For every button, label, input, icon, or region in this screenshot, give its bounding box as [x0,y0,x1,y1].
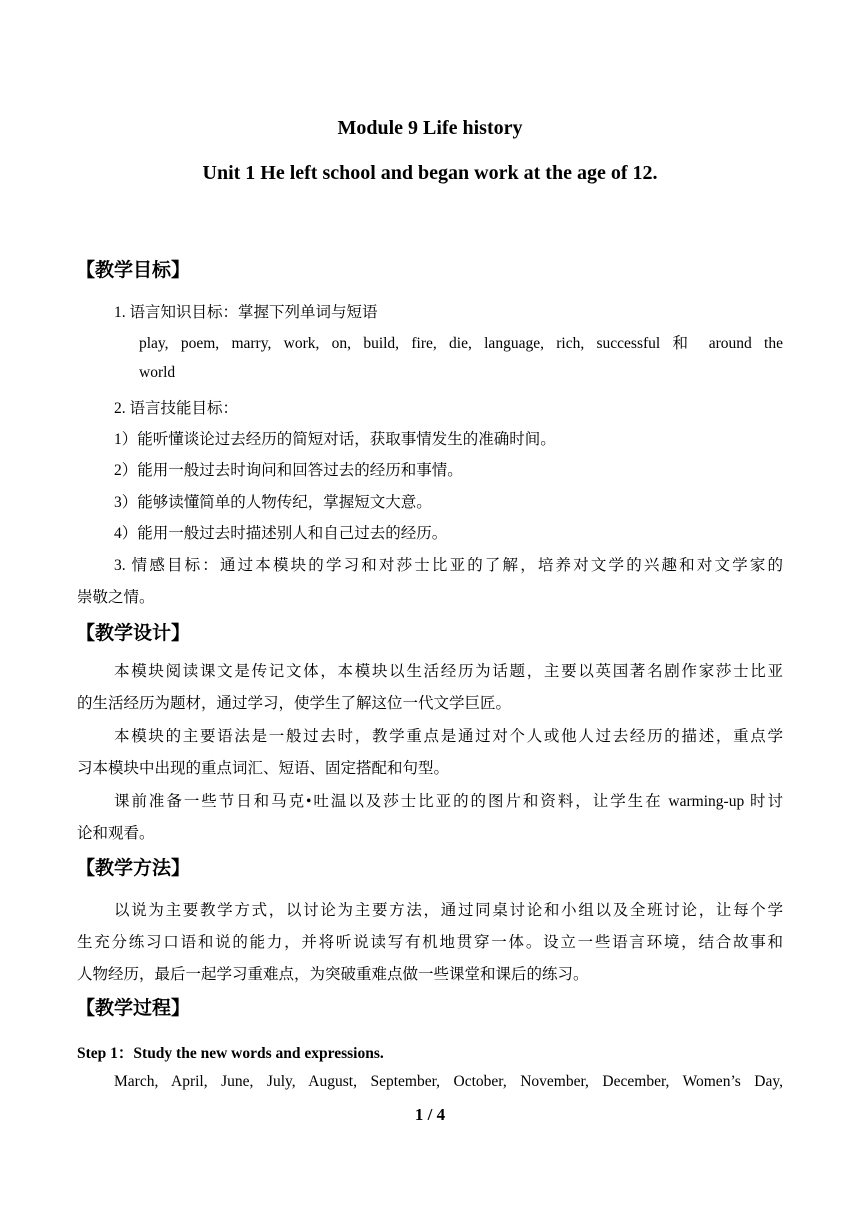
methods-p1-line-1: 以说为主要教学方式，以讨论为主要方法，通过同桌讨论和小组以及全班讨论，让每个学 [114,902,783,919]
skill-sub-1: 1）能听懂谈论过去经历的简短对话，获取事情发生的准确时间。 [114,431,556,448]
objective-item-3-line-2: 崇敬之情。 [77,589,155,606]
methods-heading: 【教学方法】 [76,857,191,879]
skill-sub-3: 3）能够读懂简单的人物传纪，掌握短文大意。 [114,494,432,511]
step-1-title: Step 1：Study the new words and expressions. [77,1045,384,1062]
process-heading: 【教学过程】 [76,997,191,1019]
design-p2-line-2: 习本模块中出现的重点词汇、短语、固定搭配和句型。 [77,760,450,777]
objective-item-3-line-1: 3. 情感目标：通过本模块的学习和对莎士比亚的了解，培养对文学的兴趣和对文学家的 [114,557,783,574]
unit-title: Unit 1 He left school and began work at the age of 12. [202,162,658,184]
methods-p1-line-2: 生充分练习口语和说的能力，并将听说读写有机地贯穿一体。设立一些语言环境，结合故事和 [77,934,783,951]
objective-item-1: 1. 语言知识目标：掌握下列单词与短语 [114,304,378,321]
page-number: 1 / 4 [414,1105,446,1124]
objective-item-2: 2. 语言技能目标： [114,400,239,417]
design-p3-line-2: 论和观看。 [77,825,155,842]
design-heading: 【教学设计】 [76,622,191,644]
module-title: Module 9 Life history [337,117,523,139]
objectives-heading: 【教学目标】 [76,259,191,281]
vocab-line-2: world [139,364,176,381]
design-p3-line-1: 课前准备一些节日和马克•吐温以及莎士比亚的的图片和资料，让学生在 warming-up 时讨 [114,793,783,810]
design-p1-line-2: 的生活经历为题材，通过学习，使学生了解这位一代文学巨匠。 [77,695,512,712]
methods-p1-line-3: 人物经历，最后一起学习重难点，为突破重难点做一些课堂和课后的练习。 [77,966,589,983]
design-p1-line-1: 本模块阅读课文是传记文体，本模块以生活经历为话题，主要以英国著名剧作家莎士比亚 [114,663,783,680]
skill-sub-2: 2）能用一般过去时询问和回答过去的经历和事情。 [114,462,463,479]
step-1-line-1: March, April, June, July, August, September, October, November, December, Women’s Day, [114,1073,783,1090]
vocab-line-1: play, poem, marry, work, on, build, fire, die, language, rich, successful 和 around the [139,335,783,352]
skill-sub-4: 4）能用一般过去时描述别人和自己过去的经历。 [114,525,448,542]
design-p2-line-1: 本模块的主要语法是一般过去时，教学重点是通过对个人或他人过去经历的描述，重点学 [114,728,783,745]
